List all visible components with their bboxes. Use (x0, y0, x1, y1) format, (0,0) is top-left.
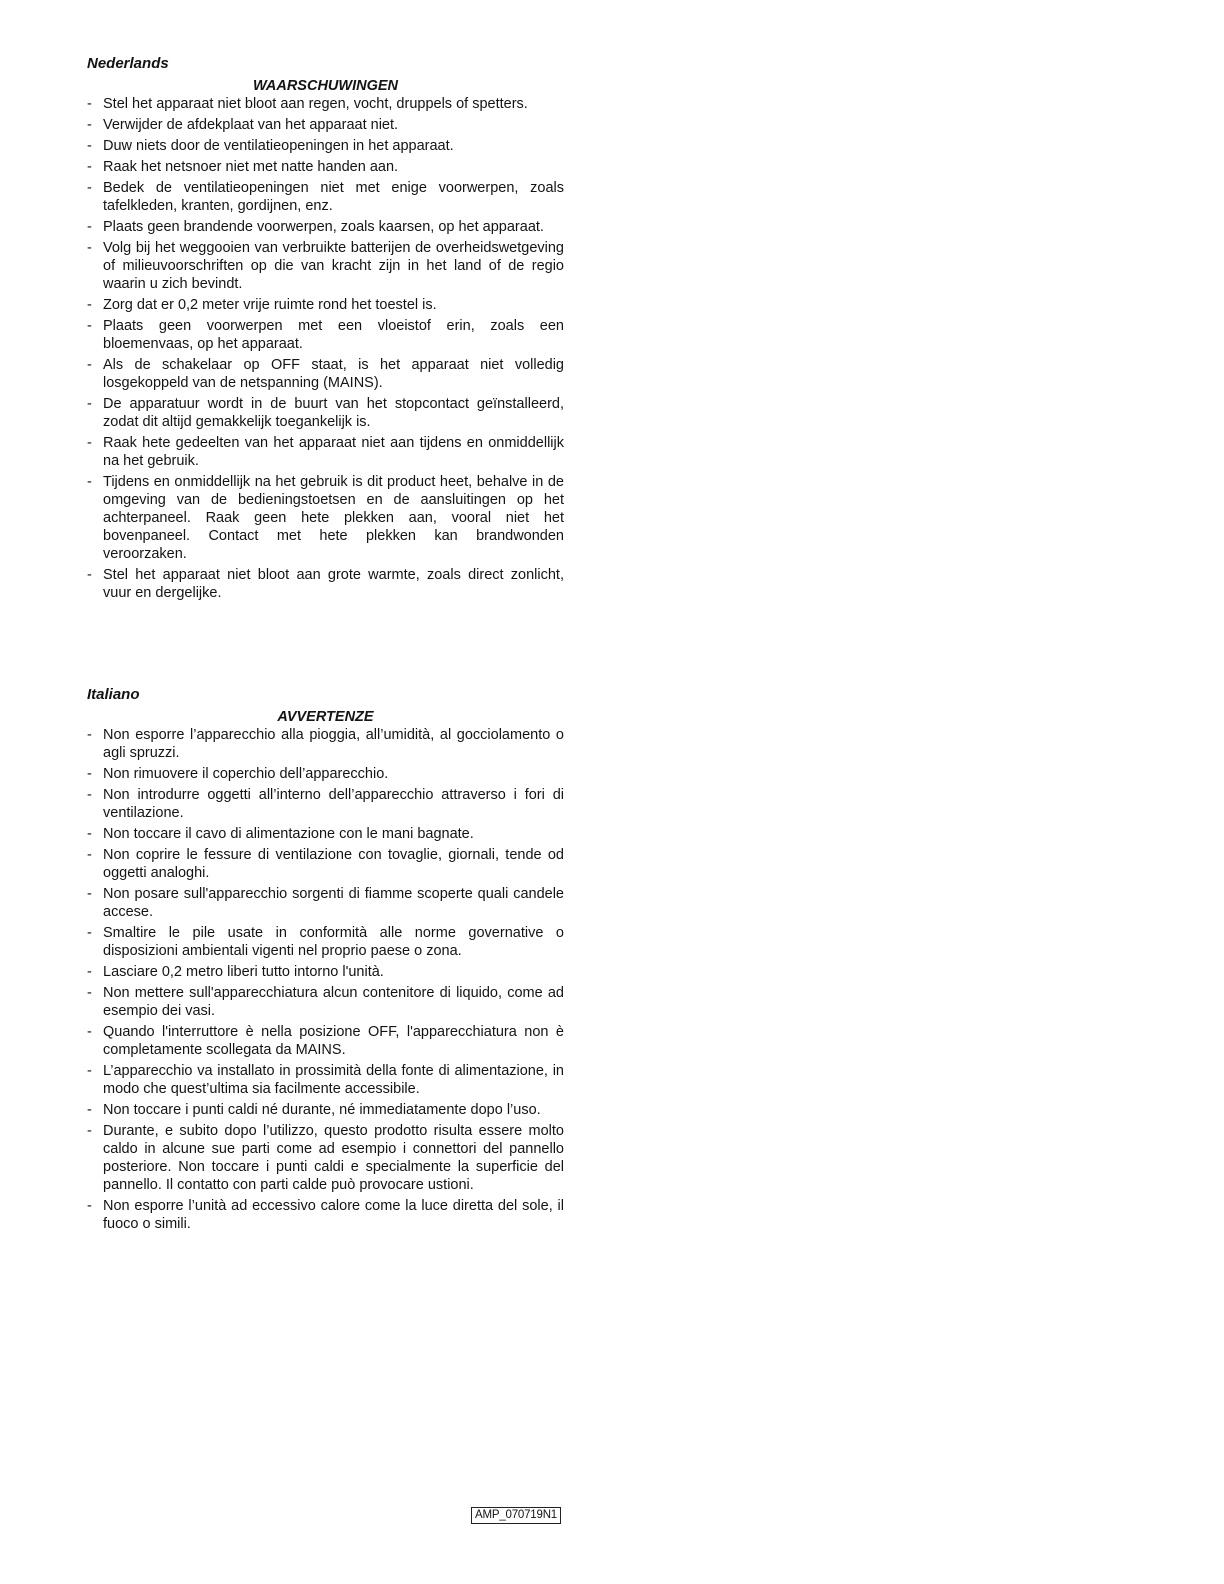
list-item: - Volg bij het weggooien van verbruikte batterijen de overheidswetgeving of milieuvoorschriften op die van kracht zijn in het land of de regio waarin u zich bevindt. (87, 240, 564, 292)
list-item: - Lasciare 0,2 metro liberi tutto intorno l'unità. (87, 964, 384, 980)
warnings-list-italian (87, 726, 564, 1233)
list-item: - Plaats geen voorwerpen met een vloeistof erin, zoals een bloemenvaas, op het apparaat. (87, 318, 564, 352)
list-item: - Tijdens en onmiddellijk na het gebruik is dit product heet, behalve in de omgeving van de bedieningstoetsen en de aansluitingen op het achterpaneel. Raak geen hete plekken aan, vooral niet het bovenpaneel. Contact met hete plekken kan brandwonden veroorzaken. (87, 474, 564, 562)
section-dutch (87, 55, 564, 605)
list-item: - Non esporre l’apparecchio alla pioggia, all’umidità, al gocciolamento o agli spruzzi. (87, 727, 564, 761)
warnings-heading-dutch: WAARSCHUWINGEN (253, 78, 398, 94)
list-item: - Non coprire le fessure di ventilazione con tovaglie, giornali, tende od oggetti analoghi. (87, 847, 564, 881)
list-item: - Durante, e subito dopo l’utilizzo, questo prodotto risulta essere molto caldo in alcune sue parti come ad esempio i connettori del pannello posteriore. Non toccare i punti caldi e specialmente la superficie del pannello. Il contatto con parti calde può provocare ustioni. (87, 1123, 564, 1193)
list-item: - Raak het netsnoer niet met natte handen aan. (87, 159, 399, 175)
warnings-list-dutch (87, 95, 564, 602)
language-title-italian: Italiano (87, 686, 140, 703)
warnings-heading-italian: AVVERTENZE (277, 709, 374, 725)
document-code: AMP_070719N1 (471, 1507, 561, 1524)
list-item: - Stel het apparaat niet bloot aan grote warmte, zoals direct zonlicht, vuur en dergelijke. (87, 567, 564, 601)
list-item: - Smaltire le pile usate in conformità alle norme governative o disposizioni ambientali vigenti nel proprio paese o zona. (87, 925, 564, 959)
list-item: - Raak hete gedeelten van het apparaat niet aan tijdens en onmiddellijk na het gebruik. (87, 435, 564, 469)
list-item: - Non mettere sull'apparecchiatura alcun contenitore di liquido, come ad esempio dei vasi. (87, 985, 564, 1019)
list-item: - Zorg dat er 0,2 meter vrije ruimte rond het toestel is. (87, 297, 437, 313)
list-item: - Bedek de ventilatieopeningen niet met enige voorwerpen, zoals tafelkleden, kranten, gordijnen, enz. (87, 180, 564, 214)
list-item: - Non toccare i punti caldi né durante, né immediatamente dopo l’uso. (87, 1102, 541, 1118)
list-item: - Non rimuovere il coperchio dell’apparecchio. (87, 766, 389, 782)
list-item: - Stel het apparaat niet bloot aan regen, vocht, druppels of spetters. (87, 96, 528, 112)
list-item: - Verwijder de afdekplaat van het apparaat niet. (87, 117, 399, 133)
language-title-dutch: Nederlands (87, 55, 169, 72)
list-item: - Non posare sull'apparecchio sorgenti di fiamme scoperte quali candele accese. (87, 886, 564, 920)
list-item: - Duw niets door de ventilatieopeningen in het apparaat. (87, 138, 454, 154)
list-item: - Als de schakelaar op OFF staat, is het apparaat niet volledig losgekoppeld van de netspanning (MAINS). (87, 357, 564, 391)
list-item: - Quando l'interruttore è nella posizione OFF, l'apparecchiatura non è completamente scollegata da MAINS. (87, 1024, 564, 1058)
list-item: - Non introdurre oggetti all’interno dell’apparecchio attraverso i fori di ventilazione. (87, 787, 564, 821)
section-italian (87, 686, 564, 1236)
list-item: - De apparatuur wordt in de buurt van het stopcontact geïnstalleerd, zodat dit altijd gemakkelijk toegankelijk is. (87, 396, 564, 430)
list-item: - Non esporre l’unità ad eccessivo calore come la luce diretta del sole, il fuoco o simili. (87, 1198, 564, 1232)
list-item: - L’apparecchio va installato in prossimità della fonte di alimentazione, in modo che quest’ultima sia facilmente accessibile. (87, 1063, 564, 1097)
list-item: - Plaats geen brandende voorwerpen, zoals kaarsen, op het apparaat. (87, 219, 544, 235)
list-item: - Non toccare il cavo di alimentazione con le mani bagnate. (87, 826, 474, 842)
